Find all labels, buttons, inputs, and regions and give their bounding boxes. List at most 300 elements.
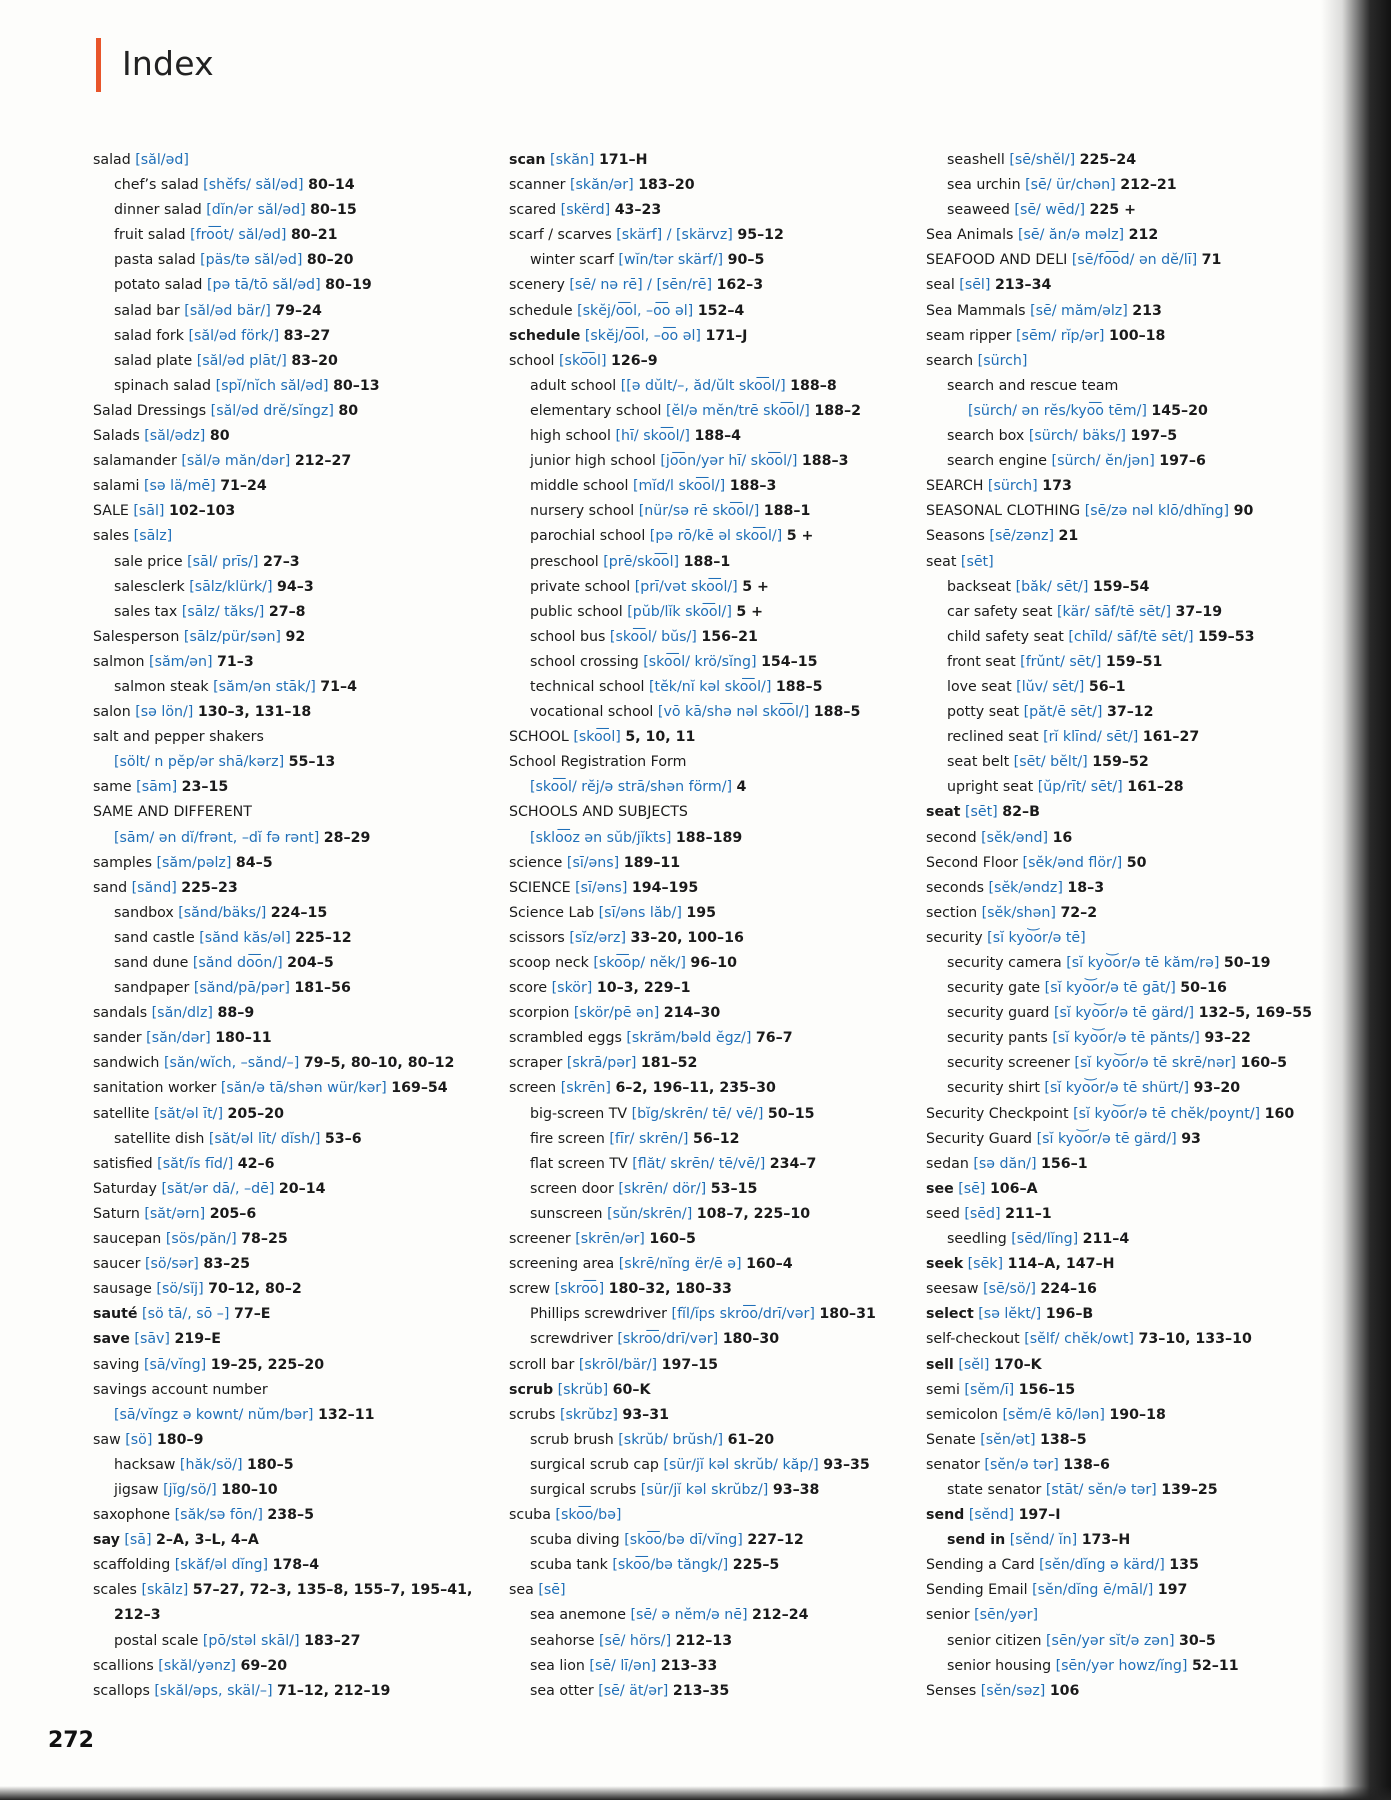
entry-page-refs: 197–5 xyxy=(1130,428,1178,445)
entry-pronunciation: [sēd/lĭng] xyxy=(1011,1231,1079,1248)
entry-pronunciation: [băk/ sēt/] xyxy=(1015,578,1089,595)
entry-page-refs: 188–5 xyxy=(813,704,861,721)
index-entry xyxy=(509,976,919,1001)
index-entry xyxy=(926,1277,1326,1302)
entry-page-refs: 181–56 xyxy=(294,980,351,997)
entry-page-refs: 180–5 xyxy=(247,1456,294,1473)
entry-term: Sea Mammals xyxy=(926,302,1026,319)
entry-pronunciation: [sēn/yər howz/ĭng] xyxy=(1055,1657,1188,1674)
index-entry xyxy=(93,374,513,399)
entry-pronunciation: [sĕk/əndz] xyxy=(988,879,1063,896)
entry-pronunciation: [sēm/ rĭp/ər] xyxy=(1016,327,1105,344)
index-entry xyxy=(93,976,513,1001)
page-title: Index xyxy=(122,44,214,83)
entry-term: send in xyxy=(947,1532,1006,1549)
entry-page-refs: 171–H xyxy=(598,152,648,168)
entry-pronunciation: [sēt] xyxy=(964,804,998,821)
index-entry xyxy=(926,1603,1326,1628)
index-entry xyxy=(93,424,513,449)
entry-term: scissors xyxy=(509,929,565,946)
entry-page-refs: 106–A xyxy=(989,1180,1038,1197)
entry-pronunciation: [sē/zə nəl klō/dhĭng] xyxy=(1084,503,1230,520)
entry-term: state senator xyxy=(947,1481,1042,1498)
index-entry xyxy=(93,700,513,725)
index-entry xyxy=(926,1026,1326,1051)
entry-page-refs: 10–3, 229–1 xyxy=(596,980,691,997)
entry-page-refs: 130–3, 131–18 xyxy=(197,704,312,721)
entry-pronunciation: [sē/shĕl/] xyxy=(1009,152,1076,168)
entry-term: salad plate xyxy=(114,352,193,369)
index-entry xyxy=(93,775,513,800)
entry-term: sauté xyxy=(93,1306,138,1323)
entry-page-refs: 20–14 xyxy=(278,1180,326,1197)
entry-term: samples xyxy=(93,854,152,871)
entry-page-refs: 57–27, 72–3, 135–8, 155–7, 195–41, xyxy=(192,1582,473,1599)
entry-pronunciation: [sā/vĭng] xyxy=(143,1356,207,1373)
entry-term: screener xyxy=(509,1231,571,1248)
entry-pronunciation: [sə lön/] xyxy=(135,704,194,721)
entry-pronunciation: [tĕk/nĭ kəl sko͞ol/] xyxy=(648,678,772,695)
entry-pronunciation: [sē] xyxy=(958,1180,986,1197)
entry-pronunciation: [săl/ədz] xyxy=(144,428,206,445)
index-entry xyxy=(93,1327,513,1352)
entry-term: Science Lab xyxy=(509,904,595,921)
index-entry xyxy=(93,600,513,625)
entry-term: high school xyxy=(530,428,611,445)
index-entry xyxy=(926,449,1326,474)
index-entry xyxy=(509,826,919,851)
entry-page-refs: 145–20 xyxy=(1151,402,1208,419)
entry-term: saw xyxy=(93,1431,121,1448)
index-entry xyxy=(926,1453,1326,1478)
entry-pronunciation: [sölt/ n pĕp/ər shā/kərz] xyxy=(114,754,285,771)
entry-page-refs: 90 xyxy=(1233,503,1254,520)
entry-page-refs: 156–15 xyxy=(1018,1381,1076,1398)
index-entry xyxy=(93,1302,513,1327)
index-entry xyxy=(93,1152,513,1177)
index-entry xyxy=(926,524,1326,549)
index-entry xyxy=(926,600,1326,625)
entry-page-refs: 197–15 xyxy=(661,1356,719,1373)
entry-term: sandbox xyxy=(114,904,174,921)
entry-page-refs: 170–K xyxy=(993,1356,1042,1373)
entry-pronunciation: [sĭ kyo͝or/ə tē chĕk/poynt/] xyxy=(1073,1105,1261,1122)
index-entry xyxy=(509,901,919,926)
entry-page-refs: 80 xyxy=(338,402,359,419)
index-entry xyxy=(926,324,1326,349)
index-entry xyxy=(926,1378,1326,1403)
entry-page-refs: 188–5 xyxy=(775,678,823,695)
entry-page-refs: 93–38 xyxy=(772,1481,820,1498)
entry-pronunciation: [sănd/bäks/] xyxy=(178,904,267,921)
entry-term: seahorse xyxy=(530,1632,595,1649)
index-entry xyxy=(509,1227,919,1252)
entry-pronunciation: [sālz/klürk/] xyxy=(189,578,273,595)
entry-term: scared xyxy=(509,202,557,219)
entry-pronunciation: [fīr/ skrēn/] xyxy=(609,1130,689,1147)
index-entry xyxy=(93,474,513,499)
entry-pronunciation: [sēd] xyxy=(964,1205,1001,1222)
entry-term: saucer xyxy=(93,1256,141,1273)
entry-pronunciation: [ŭp/rīt/ sēt/] xyxy=(1037,779,1123,796)
entry-term: love seat xyxy=(947,678,1012,695)
entry-page-refs: 188–2 xyxy=(814,402,861,419)
entry-pronunciation: [săl/əd] xyxy=(135,152,189,168)
entry-term: scaffolding xyxy=(93,1557,171,1574)
index-entry xyxy=(926,299,1326,324)
entry-page-refs: 180–10 xyxy=(221,1481,278,1498)
entry-page-refs: 27–3 xyxy=(262,553,300,570)
entry-term: spinach salad xyxy=(114,377,212,394)
entry-pronunciation: [sālz/pür/sən] xyxy=(183,628,281,645)
index-entry xyxy=(509,575,919,600)
entry-term: sand dune xyxy=(114,955,189,971)
entry-pronunciation: [săn/dər] xyxy=(146,1030,211,1047)
entry-page-refs: 93 xyxy=(1181,1130,1201,1147)
entry-page-refs: 138–6 xyxy=(1063,1456,1110,1473)
entry-page-refs: 159–53 xyxy=(1198,628,1255,645)
entry-term: security screener xyxy=(947,1055,1070,1072)
entry-page-refs: 225 + xyxy=(1089,202,1136,219)
entry-page-refs: 93–20 xyxy=(1193,1080,1241,1097)
entry-pronunciation: [stāt/ sĕn/ə tər] xyxy=(1045,1481,1157,1498)
entry-pronunciation: [sāl] xyxy=(133,503,165,520)
index-entry xyxy=(93,1353,513,1378)
entry-page-refs: 69–20 xyxy=(240,1657,288,1674)
entry-pronunciation: [fro͞ot/ săl/əd] xyxy=(190,227,287,244)
entry-pronunciation: [sē/ măm/əlz] xyxy=(1030,302,1128,319)
entry-pronunciation: [skrēn/ər] xyxy=(575,1231,645,1248)
entry-page-refs: 92 xyxy=(285,628,306,645)
entry-pronunciation: [săt/əl līt/ dĭsh/] xyxy=(208,1130,321,1147)
entry-term: scarf / scarves xyxy=(509,227,612,244)
entry-pronunciation: [skärf] / [skärvz] xyxy=(616,227,733,244)
entry-page-refs: 173–H xyxy=(1081,1532,1131,1549)
entry-pronunciation: [sĕk/shən] xyxy=(981,904,1056,921)
index-entry xyxy=(509,951,919,976)
entry-pronunciation: [sănd] xyxy=(131,879,177,896)
entry-pronunciation: [sə dăn/] xyxy=(973,1155,1037,1172)
index-entry xyxy=(93,800,513,825)
index-entry xyxy=(926,1327,1326,1352)
entry-term: sedan xyxy=(926,1155,969,1172)
entry-page-refs: 56–1 xyxy=(1088,678,1126,695)
entry-page-refs: 156–1 xyxy=(1041,1155,1088,1172)
entry-term: satellite dish xyxy=(114,1130,205,1147)
index-entry xyxy=(926,349,1326,374)
entry-term: scrubs xyxy=(509,1406,556,1423)
entry-page-refs: 160–5 xyxy=(649,1231,696,1248)
index-entry xyxy=(509,1578,919,1603)
index-entry xyxy=(926,1076,1326,1101)
entry-term: big-screen TV xyxy=(530,1105,628,1122)
index-entry xyxy=(926,725,1326,750)
entry-term: postal scale xyxy=(114,1632,199,1649)
entry-term: school xyxy=(509,352,555,369)
entry-pronunciation: [sēn/yər] xyxy=(974,1607,1039,1624)
entry-term: second xyxy=(926,829,977,846)
entry-pronunciation: [skrēn] xyxy=(560,1080,611,1097)
entry-page-refs: 100–18 xyxy=(1108,327,1166,344)
index-entry xyxy=(926,800,1326,825)
entry-term: satellite xyxy=(93,1105,150,1122)
entry-page-refs: 80–21 xyxy=(290,227,338,244)
index-entry xyxy=(93,650,513,675)
entry-page-refs: 50 xyxy=(1126,854,1147,871)
index-entry xyxy=(509,775,919,800)
entry-term: car safety seat xyxy=(947,603,1053,620)
entry-page-refs: 234–7 xyxy=(769,1155,817,1172)
entry-page-refs: 70–12, 80–2 xyxy=(208,1281,302,1298)
index-entry xyxy=(93,223,513,248)
entry-pronunciation: [sēn/yər sĭt/ə zən] xyxy=(1046,1632,1175,1649)
entry-pronunciation: [sē] xyxy=(538,1582,566,1599)
entry-term: Salad Dressings xyxy=(93,402,207,419)
index-entry xyxy=(509,424,919,449)
index-entry xyxy=(926,1629,1326,1654)
entry-pronunciation: [skrŭbz] xyxy=(559,1406,618,1423)
entry-pronunciation: [săl/əd drĕ/sĭngz] xyxy=(210,402,334,419)
entry-term: sunscreen xyxy=(530,1205,603,1222)
index-entry xyxy=(93,1578,513,1603)
entry-term: scallops xyxy=(93,1682,150,1699)
entry-pronunciation: [sēk] xyxy=(967,1256,1004,1273)
index-entry xyxy=(509,725,919,750)
entry-pronunciation: [skăn] xyxy=(550,152,595,168)
entry-pronunciation: [păt/ē sēt/] xyxy=(1023,704,1103,721)
entry-pronunciation: [sĕn/səz] xyxy=(980,1682,1046,1699)
entry-page-refs: 61–20 xyxy=(727,1431,775,1448)
index-entry xyxy=(93,1277,513,1302)
entry-page-refs: 139–25 xyxy=(1161,1481,1218,1498)
index-entry xyxy=(509,474,919,499)
entry-term: backseat xyxy=(947,578,1012,595)
index-entry xyxy=(509,1353,919,1378)
index-entry xyxy=(93,1001,513,1026)
entry-pronunciation: [skăl/yənz] xyxy=(158,1657,236,1674)
entry-pronunciation: [jo͞on/yər hī/ sko͞ol/] xyxy=(660,453,798,470)
entry-pronunciation: [sko͞ol/ krö/sĭng] xyxy=(643,653,757,670)
entry-page-refs: 180–30 xyxy=(722,1331,780,1348)
entry-term: search xyxy=(926,352,974,369)
entry-term: SEARCH xyxy=(926,478,984,495)
entry-page-refs: 80–15 xyxy=(310,202,357,219)
entry-term: self-checkout xyxy=(926,1331,1020,1348)
entry-term: vocational school xyxy=(530,704,654,721)
entry-term: scenery xyxy=(509,277,565,294)
entry-page-refs: 33–20, 100–16 xyxy=(630,929,744,946)
entry-pronunciation: [sĕnd/ ĭn] xyxy=(1009,1532,1078,1549)
entry-page-refs: 181–52 xyxy=(640,1055,698,1072)
entry-page-refs: 180–32, 180–33 xyxy=(608,1281,732,1298)
entry-term: adult school xyxy=(530,377,617,394)
entry-page-refs: 83–25 xyxy=(203,1256,250,1273)
entry-term: private school xyxy=(530,578,631,595)
entry-term: sea lion xyxy=(530,1657,585,1674)
entry-page-refs: 21 xyxy=(1058,528,1079,545)
index-entry xyxy=(93,524,513,549)
entry-term: upright seat xyxy=(947,779,1034,796)
entry-term: security shirt xyxy=(947,1080,1040,1097)
entry-pronunciation: [săk/sə fōn/] xyxy=(174,1507,263,1524)
entry-pronunciation: [mĭd/l sko͞ol/] xyxy=(632,478,726,495)
entry-term: salad bar xyxy=(114,302,180,319)
entry-term: screening area xyxy=(509,1256,615,1273)
entry-page-refs: 180–9 xyxy=(156,1431,204,1448)
entry-page-refs: 152–4 xyxy=(697,302,745,319)
index-entry xyxy=(926,1503,1326,1528)
entry-pronunciation: [sö] xyxy=(125,1431,153,1448)
index-entry xyxy=(509,223,919,248)
index-entry xyxy=(93,1102,513,1127)
index-entry xyxy=(509,1503,919,1528)
entry-pronunciation: [skrōl/bär/] xyxy=(578,1356,658,1373)
index-entry xyxy=(93,1252,513,1277)
entry-pronunciation: [sĕm/ī] xyxy=(964,1381,1015,1398)
entry-page-refs: 161–27 xyxy=(1142,729,1200,746)
entry-page-refs: 225–12 xyxy=(295,929,352,946)
entry-page-refs: 197 xyxy=(1157,1582,1188,1599)
entry-term: security guard xyxy=(947,1005,1050,1022)
index-entry xyxy=(926,499,1326,524)
index-entry xyxy=(509,1001,919,1026)
entry-pronunciation: [sē/ hörs/] xyxy=(598,1632,672,1649)
entry-term: scraper xyxy=(509,1055,563,1072)
entry-term: sea anemone xyxy=(530,1607,626,1624)
entry-term: fruit salad xyxy=(114,227,186,244)
entry-pronunciation: [sănd/pā/pər] xyxy=(193,980,290,997)
entry-term: sea otter xyxy=(530,1682,594,1699)
entry-pronunciation: [sēt] xyxy=(960,553,994,570)
index-entry xyxy=(926,399,1326,424)
entry-term: seam ripper xyxy=(926,327,1012,344)
entry-page-refs: 188–1 xyxy=(763,503,811,520)
entry-page-refs: 171–J xyxy=(705,327,748,344)
entry-term: sand castle xyxy=(114,929,195,946)
index-entry xyxy=(509,1553,919,1578)
index-entry xyxy=(93,1553,513,1578)
entry-term: seesaw xyxy=(926,1281,979,1298)
entry-term: middle school xyxy=(530,478,629,495)
index-entry xyxy=(926,1051,1326,1076)
index-entry xyxy=(509,148,919,173)
entry-pronunciation: [sĭ kyo͝or/ə tē kăm/rə] xyxy=(1066,955,1220,971)
index-entry xyxy=(93,1679,513,1704)
entry-page-refs: 4 xyxy=(736,779,747,796)
entry-page-refs: 37–19 xyxy=(1175,603,1223,620)
entry-page-refs: 197–6 xyxy=(1159,453,1206,470)
entry-term: seashell xyxy=(947,152,1005,168)
entry-term: hacksaw xyxy=(114,1456,176,1473)
entry-pronunciation: [sē/ ät/ər] xyxy=(598,1682,669,1699)
entry-term: scrub xyxy=(509,1381,554,1398)
entry-pronunciation: [sös/păn/] xyxy=(165,1231,237,1248)
index-entry xyxy=(93,1403,513,1428)
entry-page-refs: 159–51 xyxy=(1105,653,1163,670)
entry-pronunciation: [skrăm/bəld ĕgz/] xyxy=(626,1030,752,1047)
entry-page-refs: 132–5, 169–55 xyxy=(1198,1005,1312,1022)
entry-page-refs: 225–5 xyxy=(732,1557,780,1574)
entry-page-refs: 88–9 xyxy=(217,1005,255,1022)
entry-pronunciation: [sē/fo͞od/ ən dĕ/lī] xyxy=(1071,252,1198,269)
entry-page-refs: 5 + xyxy=(736,603,764,620)
entry-pronunciation: [săl/əd bär/] xyxy=(184,302,271,319)
entry-term: sea xyxy=(509,1582,534,1599)
index-entry xyxy=(93,198,513,223)
index-entry xyxy=(926,775,1326,800)
entry-term: pasta salad xyxy=(114,252,196,269)
entry-term: SCIENCE xyxy=(509,879,571,896)
entry-term: scroll bar xyxy=(509,1356,575,1373)
index-entry xyxy=(93,1428,513,1453)
index-entry xyxy=(93,1378,513,1403)
entry-pronunciation: [sko͞o/bə tăngk/] xyxy=(612,1557,729,1574)
entry-page-refs: 212–21 xyxy=(1120,177,1177,194)
entry-pronunciation: [sürch/ bäks/] xyxy=(1028,428,1126,445)
entry-term: seconds xyxy=(926,879,984,896)
entry-page-refs: 102–103 xyxy=(168,503,236,520)
entry-term: security gate xyxy=(947,980,1041,997)
entry-page-refs: 211–1 xyxy=(1005,1205,1052,1222)
entry-term: school crossing xyxy=(530,653,639,670)
entry-page-refs: 80–19 xyxy=(325,277,372,294)
entry-pronunciation: [shĕfs/ săl/əd] xyxy=(203,177,304,194)
entry-term: sandals xyxy=(93,1005,148,1022)
entry-term: flat screen TV xyxy=(530,1155,628,1172)
entry-term: scallions xyxy=(93,1657,154,1674)
entry-term: chef’s salad xyxy=(114,177,199,194)
entry-term: jigsaw xyxy=(114,1481,159,1498)
entry-pronunciation: [sēl] xyxy=(959,277,991,294)
index-entry xyxy=(509,1654,919,1679)
index-entry xyxy=(926,1553,1326,1578)
index-entry xyxy=(509,399,919,424)
index-entry xyxy=(509,1127,919,1152)
entry-term: screen xyxy=(509,1080,557,1097)
entry-pronunciation: [sālz/ tăks/] xyxy=(181,603,265,620)
entry-page-refs: 52–11 xyxy=(1191,1657,1239,1674)
entry-term: SAME AND DIFFERENT xyxy=(93,804,252,821)
entry-term: Second Floor xyxy=(926,854,1019,871)
entry-page-refs: 183–20 xyxy=(638,177,695,194)
entry-pronunciation: [prē/sko͞ol] xyxy=(603,553,680,570)
entry-term: security camera xyxy=(947,955,1062,971)
index-entry xyxy=(93,901,513,926)
entry-pronunciation: [săl/əd förk/] xyxy=(188,327,280,344)
entry-pronunciation: [skĕj/o͞ol, –o͞o əl] xyxy=(584,327,701,344)
entry-term: SALE xyxy=(93,503,129,520)
index-entry xyxy=(509,675,919,700)
entry-term: Salesperson xyxy=(93,628,180,645)
index-entry xyxy=(509,550,919,575)
entry-page-refs: 95–12 xyxy=(737,227,784,244)
index-entry xyxy=(509,1327,919,1352)
index-entry xyxy=(93,550,513,575)
entry-page-refs: 72–2 xyxy=(1060,904,1098,921)
entry-page-refs: 213–34 xyxy=(994,277,1052,294)
entry-term: scuba xyxy=(509,1507,551,1524)
index-entry xyxy=(509,198,919,223)
entry-page-refs: 79–5, 80–10, 80–12 xyxy=(303,1055,455,1072)
entry-pronunciation: [sē/ ăn/ə məlz] xyxy=(1017,227,1125,244)
entry-pronunciation: [kär/ sāf/tē sēt/] xyxy=(1057,603,1171,620)
entry-term: sausage xyxy=(93,1281,152,1298)
entry-pronunciation: [sā] xyxy=(124,1532,152,1549)
index-entry xyxy=(93,826,513,851)
entry-pronunciation: [vō kā/shə nəl sko͞ol/] xyxy=(657,704,810,721)
index-entry xyxy=(509,926,919,951)
index-entry xyxy=(93,750,513,775)
